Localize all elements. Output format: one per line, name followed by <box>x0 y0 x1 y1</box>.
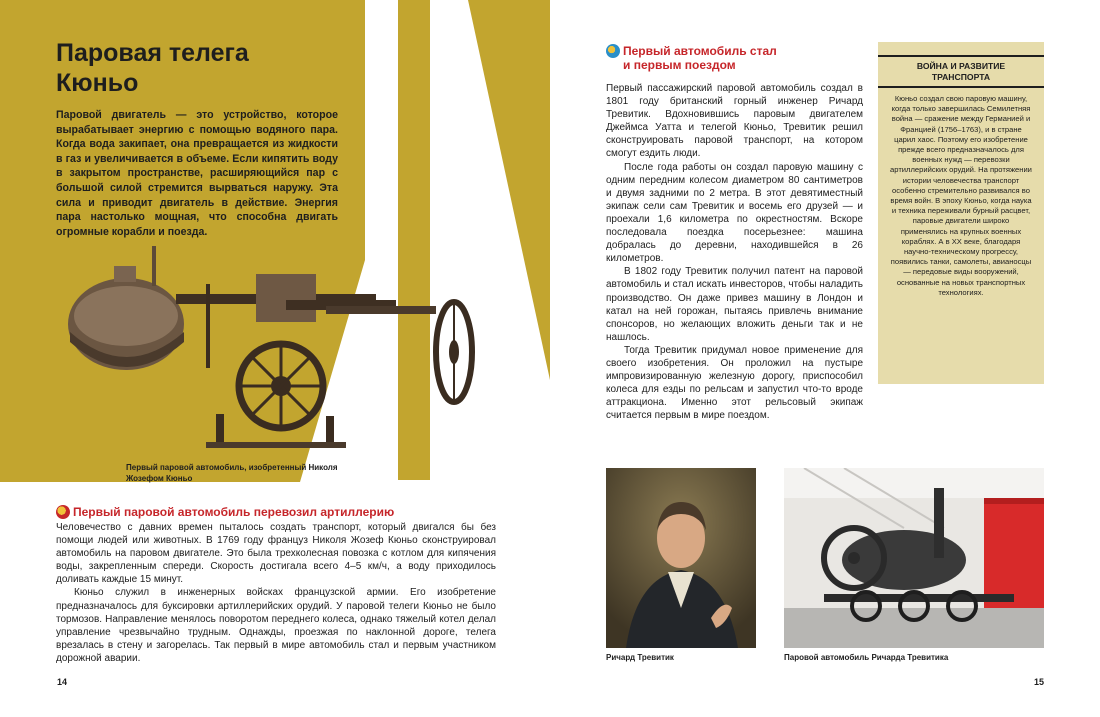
section-heading <box>56 505 516 519</box>
page-title <box>56 38 376 98</box>
sidebar-title-line-1: ВОЙНА И РАЗВИТИЕ <box>916 61 1006 71</box>
section-heading <box>606 44 846 72</box>
globe-icon <box>56 505 70 519</box>
sidebar-title-line-2: ТРАНСПОРТА <box>931 72 991 82</box>
trevithick-portrait-photo <box>606 468 756 648</box>
section-title <box>623 44 777 72</box>
paragraph: Первый пассажирский паровой автомобиль создал в 1801 году британский горный инженер Ричард Тревитик. Вдохновившись паровым двигателем Джеймса Уатта и телегой Кюньо, Тревитик решил сконструировать паровой транспорт, на котором смогут ездить люди. <box>606 83 863 160</box>
intro-paragraph: Паровой двигатель — это устройство, которое вырабатывает энергию с помощью водяного пара. Когда вода закипает, она превращается из жидкости в газ и увеличивается в объеме. Если кипятить воду в закрытом пространстве, расширяющийся пар с большой силой стремится вырваться наружу. Эта сила и приводит двигатель в действие. Энергия пара настолько мощная, что способна двигать огромные корабли и поезда. <box>56 109 338 238</box>
locomotive-caption: Паровой автомобиль Ричарда Тревитика <box>784 653 949 662</box>
right-page <box>550 0 1100 717</box>
section-title-line-1: Первый автомобиль стал <box>623 44 777 58</box>
trevithick-locomotive-photo <box>784 468 1044 648</box>
section-title-line-2: и первым поездом <box>623 58 736 72</box>
globe-icon <box>606 44 620 58</box>
paragraph: Кюньо служил в инженерных войсках французской армии. Его изобретение предназначалось для буксировки артиллерийских орудий. У паровой телеги Кюньо не было тормозов. Направление менялось поворотом переднего колеса, однако тяжелый котел делал управление чрезвычайно трудным. Однажды, проезжая по наклонной дороге, телега врезалась в стену и загорелась. Так первый в мире автомобиль стал и первым участником дорожной аварии. <box>56 587 496 664</box>
body-text <box>56 521 496 665</box>
section-title: Первый паровой автомобиль перевозил артиллерию <box>73 505 395 519</box>
paragraph: После года работы он создал паровую машину с одним передним колесом диаметром 80 сантиметров и двумя задними по 2 метра. В этот девятиместный экипаж сели сам Тревитик и восемь его друзей — и проехали 1,6 километра по окрестностям. Вскоре последовала поездка посерьезнее: машина добралась до деревни, находившейся в 26 километров. <box>606 161 863 265</box>
portrait-caption: Ричард Тревитик <box>606 653 674 662</box>
title-line-1: Паровая телега <box>56 39 249 67</box>
paragraph: Человечество с давних времен пыталось создать транспорт, который двигался бы без помощи людей или животных. В 1769 году француз Николя Жозеф Кюньо сконструировал автомобиль на паровом двигателе. Это была трехколесная повозка с котлом для кипячения воды, закрепленным спереди. Скорость достигала всего 4–5 км/ч, а воду приходилось доливать каждые 15 минут. <box>56 522 496 586</box>
title-line-2: Кюньо <box>56 69 139 97</box>
paragraph: В 1802 году Тревитик получил патент на паровой автомобиль и стал искать инвесторов, чтобы наладить производство. Он даже привез машину в Лондон и катал на ней горожан, пытаясь привлечь внимание спонсоров, но желающих вложить деньги так и не нашлось. <box>606 266 863 343</box>
photo-caption: Первый паровой автомобиль, изобретенный Николя Жозефом Кюньо <box>126 463 338 483</box>
sidebar-box <box>878 42 1044 384</box>
sidebar-title <box>878 55 1044 88</box>
page-number: 15 <box>1034 677 1045 687</box>
sidebar-text: Кюньо создал свою паровую машину, когда только завершилась Семилетняя война — сражение между Германией и Францией (1756–1763), и в стране царил хаос. Поэтому его изобретение прежде всего предназначалось для военных нужд — перевозки артиллерийских орудий. На протяжении истории человечества транспорт особенно стремительно развивался во время войн. В эпоху Кюньо, когда наука и техника переживали бурный расцвет, паровые двигатели широко применялись на крупных военных кораблях. А в XX веке, благодаря научно-техническому прогрессу, появились танки, самолеты, авианосцы — передовые виды вооружений, основанные на новых транспортных технологиях. <box>890 94 1032 297</box>
page-number: 14 <box>57 677 68 687</box>
paragraph: Тогда Тревитик придумал новое применение для своего изобретения. Он проложил на пустыре импровизированную железную дорогу, приспособил колеса для езды по рельсам и запустил что-то вроде аттракциона. Именно этот рельсовый экипаж считается первым в мире поездом. <box>606 344 863 422</box>
body-text <box>606 82 863 422</box>
cugnot-steam-wagon-photo <box>66 246 486 456</box>
